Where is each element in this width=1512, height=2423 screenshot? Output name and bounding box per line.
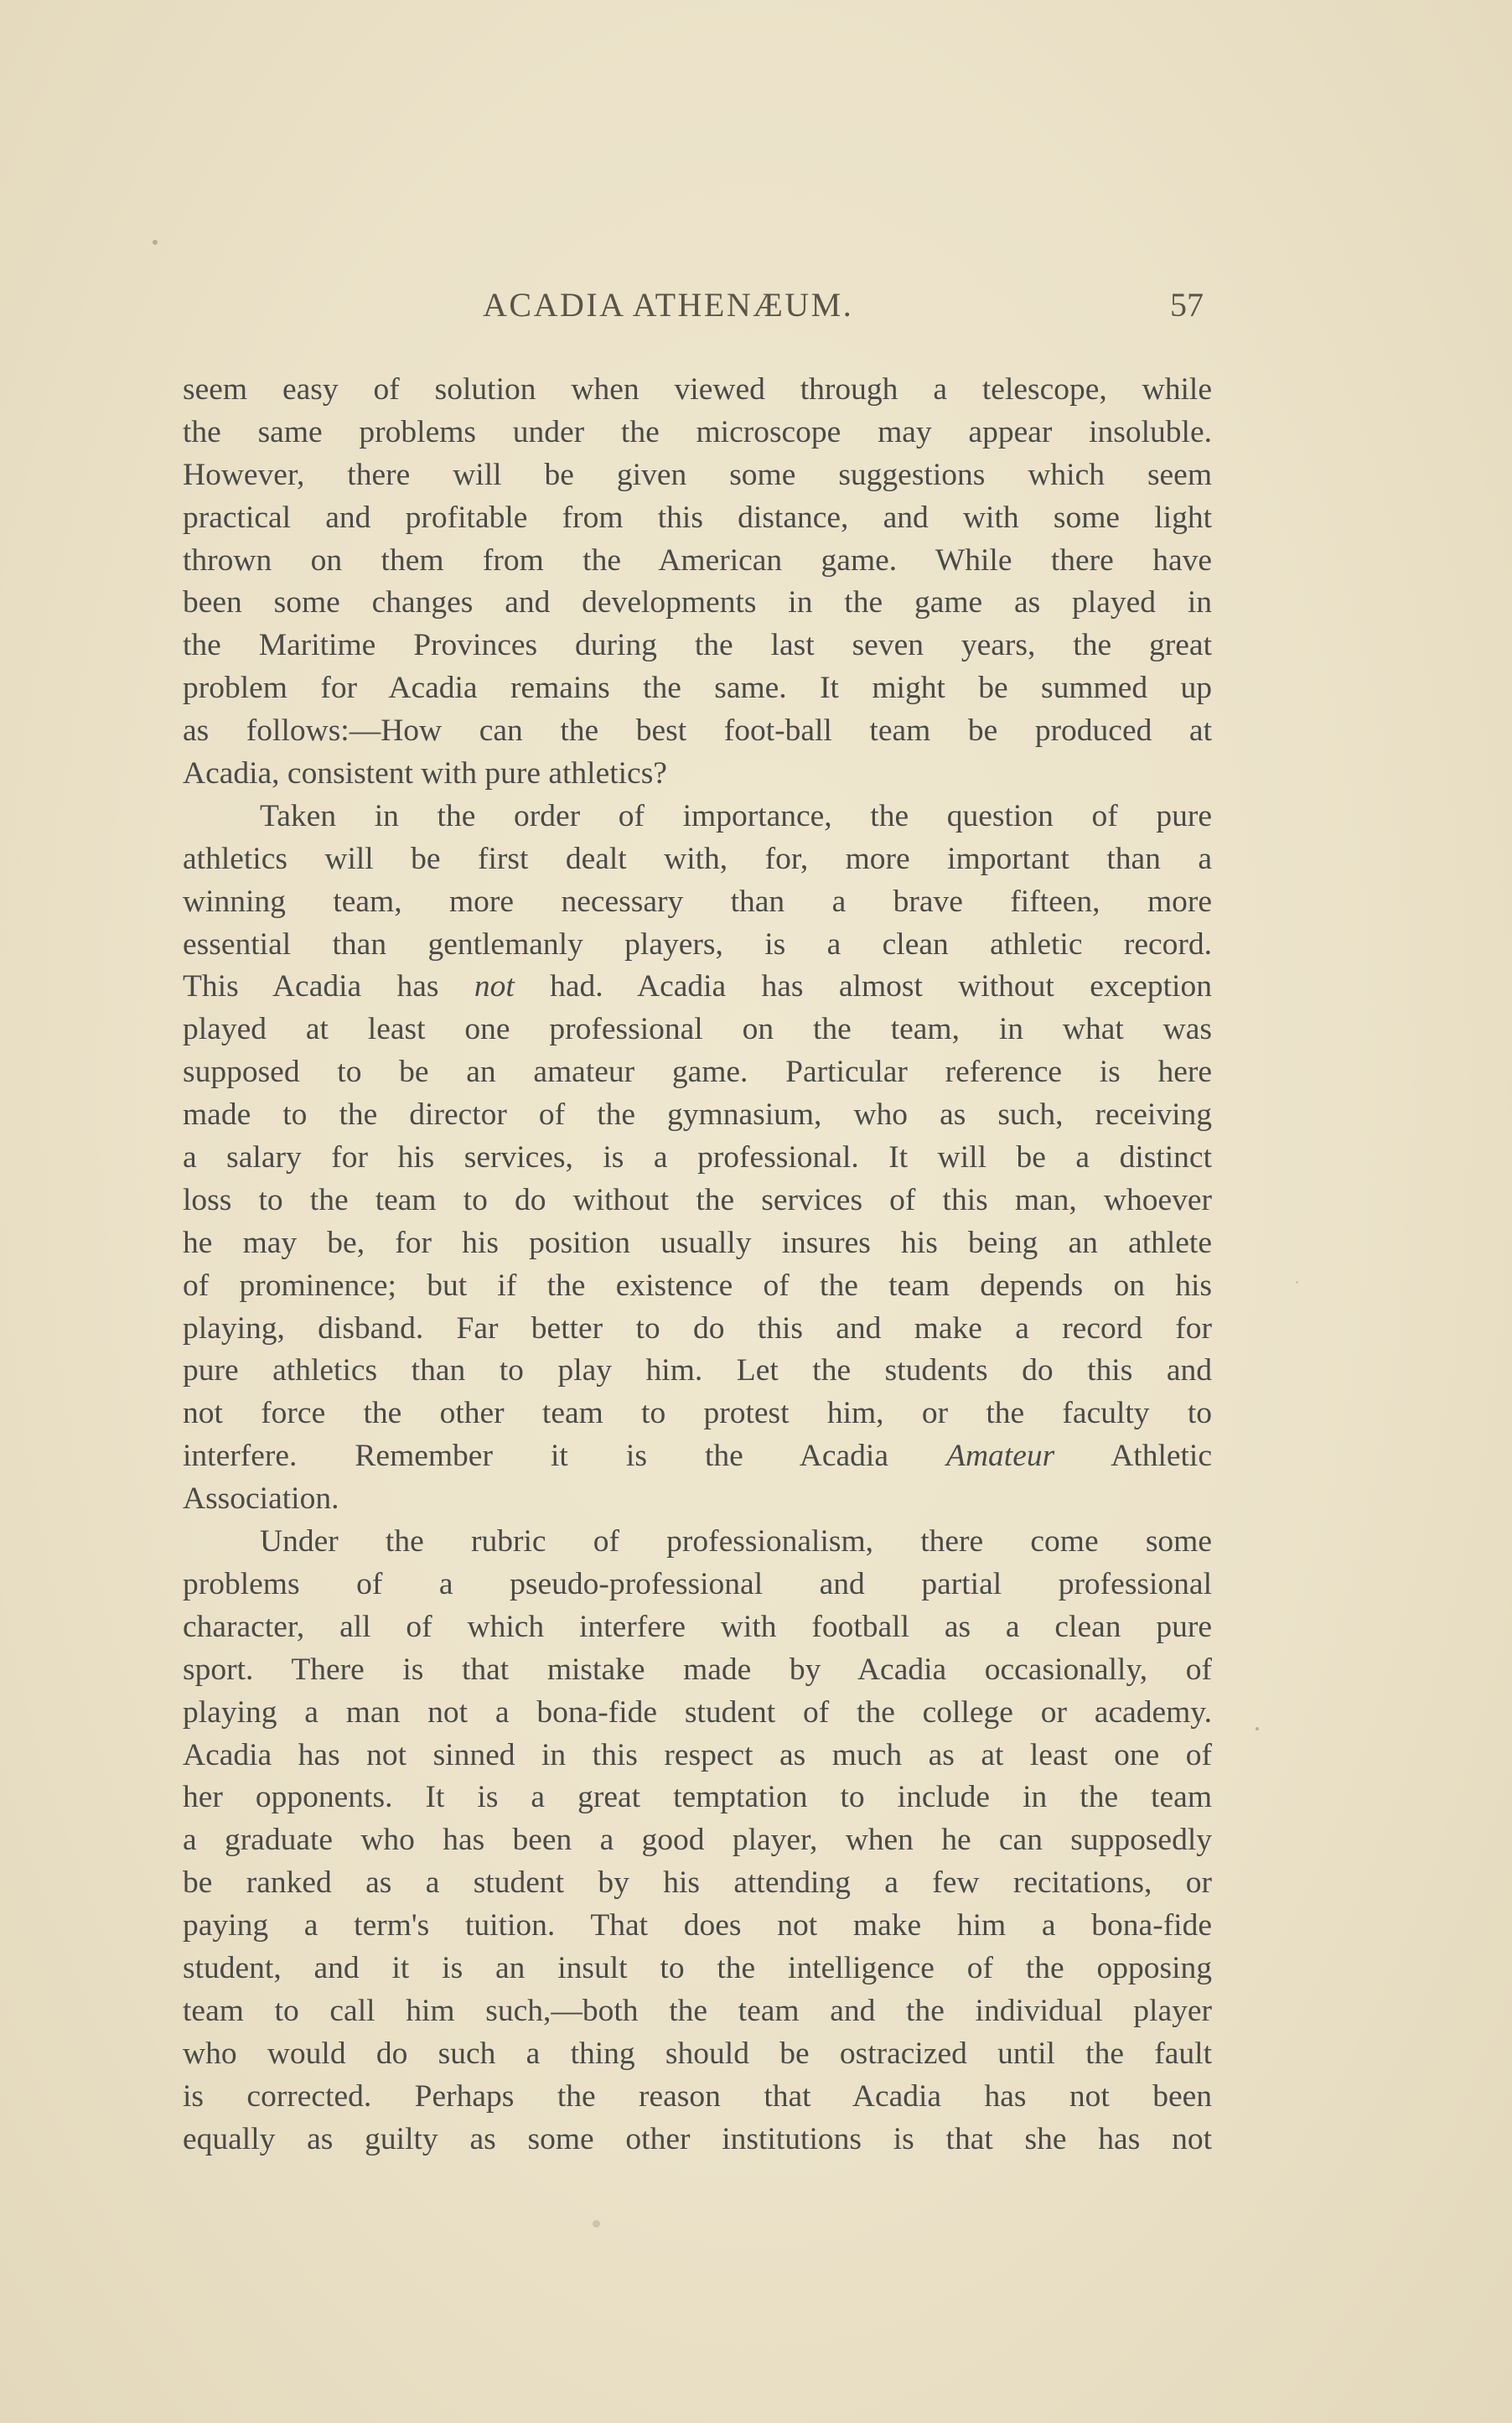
text-line: essential than gentlemanly players, is a clean athletic record. [183,926,1212,962]
text-line: be ranked as a student by his attending a few recitations, or [183,1865,1212,1901]
text-line: thrown on them from the American game. While there have [183,542,1212,578]
paper-speck [1256,1727,1259,1730]
text-line: playing, disband. Far better to do this and make a record for [183,1310,1212,1346]
text-line: winning team, more necessary than a brave fifteen, more [183,884,1212,919]
text-line: loss to the team to do without the services of this man, whoever [183,1182,1212,1217]
text-line: been some changes and developments in the game as played in [183,585,1212,620]
page-header [483,285,1204,335]
text-line: not force the other team to protest him, or the faculty to [183,1396,1212,1431]
text-line: played at least one professional on the team, in what was [183,1012,1212,1047]
text-line: problem for Acadia remains the same. It might be summed up [183,671,1212,706]
text-line: as follows:—How can the best foot-ball team be produced at [183,713,1212,749]
text-run: had. Acadia has almost without exception [514,969,1212,1004]
text-line: seem easy of solution when viewed through a telescope, while [183,372,1212,407]
text-line: Acadia, consistent with pure athletics? [183,756,667,791]
article-body [183,369,1212,2161]
text-line: Taken in the order of importance, the question of pure [260,798,1212,833]
text-line: supposed to be an amateur game. Particular reference is here [183,1055,1212,1090]
text-line: a graduate who has been a good player, when he can supposedly [183,1823,1212,1858]
paper-speck [593,2220,600,2228]
text-line: playing a man not a bona-fide student of the college or academy. [183,1694,1212,1730]
text-line: Under the rubric of professionalism, there come some [260,1524,1212,1559]
emphasis-word: Amateur [946,1439,1055,1474]
text-line: athletics will be first dealt with, for, more important than a [183,841,1212,876]
text-line: sport. There is that mistake made by Acadia occasionally, of [183,1652,1212,1687]
text-line [183,966,1212,1009]
paper-speck [1296,1281,1298,1284]
running-head: ACADIA ATHENÆUM. [483,286,854,324]
text-line: the same problems under the microscope may appear insoluble. [183,414,1212,449]
text-line: However, there will be given some suggestions which seem [183,457,1212,492]
text-line: Acadia has not sinned in this respect as much as at least one of [183,1737,1212,1772]
emphasis-word: not [474,969,515,1004]
text-line [183,1435,1212,1478]
text-line: he may be, for his position usually insures his being an athlete [183,1225,1212,1260]
text-line: problems of a pseudo-professional and partial professional [183,1566,1212,1601]
paper-speck [153,240,158,245]
text-line: paying a term's tuition. That does not make him a bona-fide [183,1908,1212,1943]
text-line: made to the director of the gymnasium, who as such, receiving [183,1097,1212,1133]
text-line: team to call him such,—both the team and the individual player [183,1993,1212,2028]
page-number: 57 [1170,286,1204,324]
text-run: interfere. Remember it is the Acadia [183,1439,947,1474]
text-line: pure athletics than to play him. Let the students do this and [183,1353,1212,1388]
text-line: a salary for his services, is a professional. It will be a distinct [183,1140,1212,1175]
text-line: Association. [183,1481,339,1517]
text-line: student, and it is an insult to the intelligence of the opposing [183,1950,1212,1985]
text-line: who would do such a thing should be ostracized until the fault [183,2036,1212,2071]
text-line: her opponents. It is a great temptation to include in the team [183,1780,1212,1815]
text-line: is corrected. Perhaps the reason that Acadia has not been [183,2078,1212,2114]
text-line: of prominence; but if the existence of the team depends on his [183,1268,1212,1303]
text-run: This Acadia has [183,969,474,1004]
text-line: practical and profitable from this distance, and with some light [183,500,1212,535]
text-line: the Maritime Provinces during the last seven years, the great [183,628,1212,663]
text-line: character, all of which interfere with football as a clean pure [183,1609,1212,1644]
text-run: Athletic [1054,1439,1212,1474]
text-line: equally as guilty as some other institutions is that she has not [183,2121,1212,2156]
